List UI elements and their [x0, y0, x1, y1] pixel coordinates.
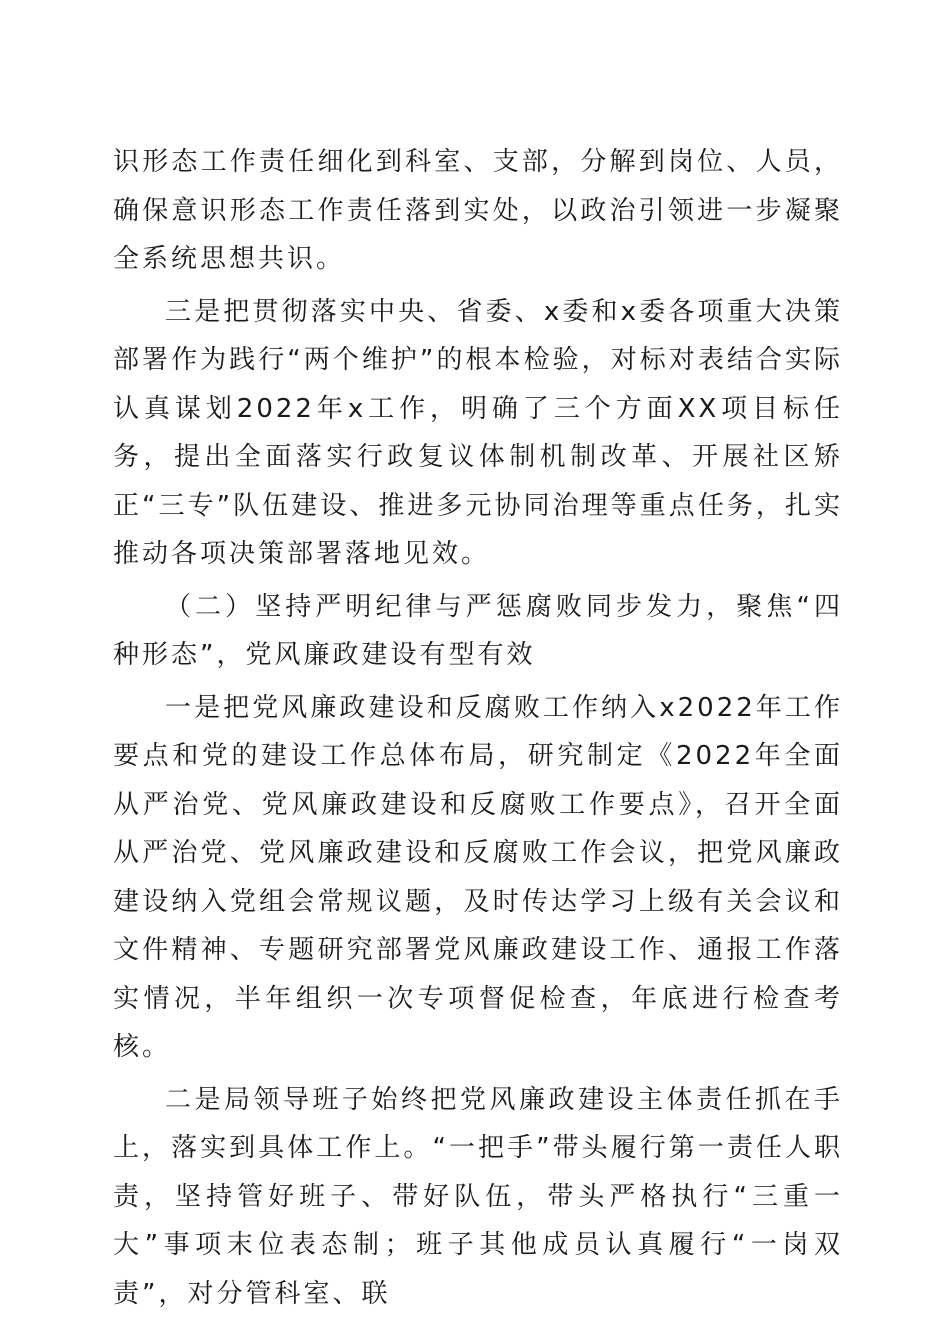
document-body	[113, 138, 843, 1318]
paragraph-continuation: 识形态工作责任细化到科室、支部，分解到岗位、人员，确保意识形态工作责任落到实处，以政治引领进一步凝聚全系统思想共识。	[113, 147, 843, 274]
paragraph-point-one: 一是把党风廉政建设和反腐败工作纳入x2022年工作要点和党的建设工作总体布局，研究制定《2022年全面从严治党、党风廉政建设和反腐败工作要点》，召开全面从严治党、党风廉政建设和反腐败工作会议，把党风廉政建设纳入党组会常规议题，及时传达学习上级有关会议和文件精神、专题研究部署党风廉政建设工作、通报工作落实情况，半年组织一次专项督促检查，年底进行检查考核。	[113, 692, 843, 1062]
section-heading-two: （二）坚持严明纪律与严惩腐败同步发力，聚焦“四种形态”，党风廉政建设有型有效	[113, 591, 843, 670]
paragraph-point-three: 三是把贯彻落实中央、省委、x委和x委各项重大决策部署作为践行“两个维护”的根本检验，对标对表结合实际认真谋划2022年x工作，明确了三个方面XX项目标任务，提出全面落实行政复议体制机制改革、开展社区矫正“三专”队伍建设、推进多元协同治理等重点任务，扎实推动各项决策部署落地见效。	[113, 296, 843, 569]
paragraph-point-two: 二是局领导班子始终把党风廉政建设主体责任抓在手上，落实到具体工作上。“一把手”带头履行第一责任人职责，坚持管好班子、带好队伍，带头严格执行“三重一大”事项末位表态制；班子其他成员认真履行“一岗双责”，对分管科室、联	[113, 1084, 843, 1309]
